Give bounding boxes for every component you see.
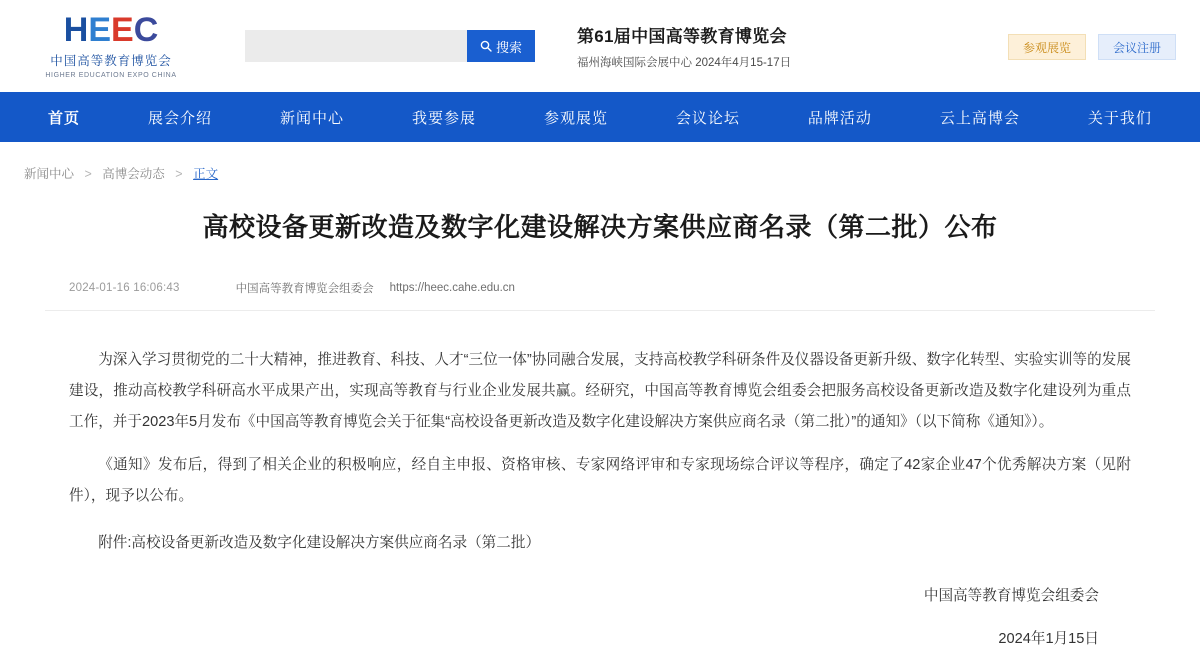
breadcrumb-separator-2: >	[175, 167, 183, 181]
nav-item-exhibit[interactable]: 我要参展	[411, 109, 476, 127]
logo-letters	[64, 13, 159, 47]
article-url: https://heec.cahe.edu.cn	[389, 282, 515, 294]
article-signature-date: 2024年1月15日	[998, 631, 1099, 647]
expo-title: 第61届中国高等教育博览会	[577, 27, 787, 46]
search-bar	[245, 30, 535, 62]
breadcrumb-item-current[interactable]: 正文	[193, 167, 219, 181]
expo-subtitle: 福州海峡国际会展中心 2024年4月15-17日	[577, 57, 792, 69]
article-signature: 中国高等教育博览会组委会	[923, 588, 1099, 604]
article-meta	[45, 280, 1155, 311]
page-title: 高校设备更新改造及数字化建设解决方案供应商名录（第二批）公布	[202, 212, 998, 242]
article-attachment[interactable]: 附件:高校设备更新改造及数字化建设解决方案供应商名录（第二批）	[98, 535, 541, 551]
article-date: 2024-01-16 16:06:43	[69, 282, 180, 294]
search-icon	[480, 40, 492, 52]
article-paragraph-1: 为深入学习贯彻党的二十大精神，推进教育、科技、人才“三位一体”协同融合发展，支持高校教学科研条件及仪器设备更新升级、数字化转型、实验实训等的发展建设，推动高校教学科研高水平成果产出，实现高等教育与行业企业发展共赢。经研究，中国高等教育博览会组委会把服务高校设备更新改造及数字化建设列为重点工作，并于2023年5月发布《中国高等教育博览会关于征集“高校设备更新改造及数字化建设解决方案供应商名录（第二批）”的通知》（以下简称《通知》）。	[69, 352, 1131, 430]
nav-item-about-us[interactable]: 关于我们	[1087, 109, 1152, 127]
logo-chinese-name: 中国高等教育博览会	[50, 54, 172, 68]
article-source: 中国高等教育博览会组委会	[235, 283, 374, 295]
search-input[interactable]	[245, 30, 467, 62]
logo-letter-e1: E	[88, 11, 111, 49]
site-logo[interactable]	[32, 13, 190, 79]
nav-item-cloud-expo[interactable]: 云上高博会	[939, 109, 1020, 127]
nav-item-expo-intro[interactable]: 展会介绍	[147, 109, 212, 127]
main-navigation	[0, 92, 1200, 142]
logo-letter-c: C	[133, 11, 159, 49]
breadcrumb-item-expo-news[interactable]: 高博会动态	[102, 167, 165, 181]
logo-letter-h: H	[63, 11, 89, 49]
visit-exhibition-button[interactable]: 参观展览	[1008, 34, 1086, 60]
nav-item-brand-activity[interactable]: 品牌活动	[807, 109, 872, 127]
breadcrumb-separator-1: >	[84, 167, 92, 181]
header-actions	[1008, 34, 1176, 60]
site-header	[0, 0, 1200, 92]
article-body	[45, 345, 1155, 512]
nav-item-forum[interactable]: 会议论坛	[675, 109, 740, 127]
article	[45, 182, 1155, 655]
logo-english-name: HIGHER EDUCATION EXPO CHINA	[45, 72, 177, 79]
logo-letter-e2: E	[111, 11, 134, 49]
search-button-label: 搜索	[495, 39, 522, 55]
breadcrumb	[0, 142, 1200, 182]
nav-item-news-center[interactable]: 新闻中心	[279, 109, 344, 127]
search-button[interactable]	[467, 30, 535, 62]
nav-item-home[interactable]: 首页	[48, 109, 81, 127]
nav-item-visit[interactable]: 参观展览	[543, 109, 608, 127]
article-paragraph-2: 《通知》发布后，得到了相关企业的积极响应，经自主申报、资格审核、专家网络评审和专家现场综合评议等程序，确定了42家企业47个优秀解决方案（见附件），现予以公布。	[69, 457, 1131, 504]
breadcrumb-item-news-center[interactable]: 新闻中心	[24, 167, 75, 181]
conference-register-button[interactable]: 会议注册	[1098, 34, 1176, 60]
expo-info	[577, 22, 791, 70]
